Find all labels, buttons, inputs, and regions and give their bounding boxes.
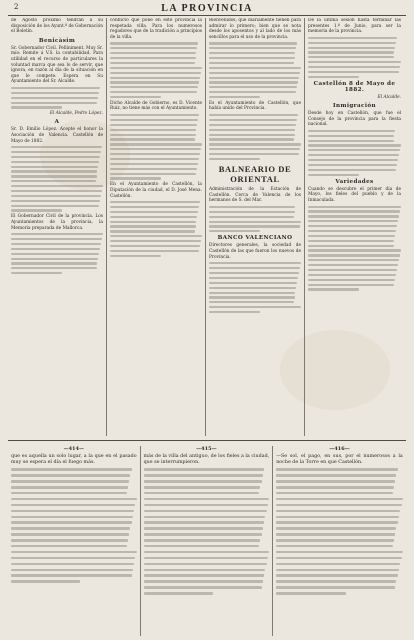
text-line xyxy=(308,245,394,247)
text-line xyxy=(209,211,295,213)
paragraph: Sr. D. Emilio López. Acepte el honor la Asociación de Valencia. Castellón de Mayo de 1882. xyxy=(11,127,103,144)
text-line xyxy=(144,492,260,495)
text-lines xyxy=(308,206,401,291)
text-line xyxy=(11,92,99,94)
text-line xyxy=(11,97,98,99)
text-line xyxy=(110,129,196,131)
text-line xyxy=(308,210,400,212)
text-line xyxy=(209,158,260,160)
text-line xyxy=(110,240,201,242)
text-line xyxy=(209,292,295,294)
text-line xyxy=(11,238,102,240)
text-line xyxy=(308,284,394,286)
text-lines xyxy=(11,468,137,582)
text-lines xyxy=(11,146,103,212)
text-line xyxy=(110,168,197,170)
text-lines xyxy=(308,37,401,78)
text-line xyxy=(11,200,100,202)
text-line xyxy=(276,498,403,501)
text-lines xyxy=(110,201,202,257)
text-line xyxy=(308,249,401,251)
text-lines xyxy=(209,206,301,233)
text-line xyxy=(144,480,262,483)
text-line xyxy=(276,521,398,524)
text-line xyxy=(308,169,396,171)
text-line xyxy=(209,72,300,74)
text-line xyxy=(308,269,397,271)
text-line xyxy=(11,504,135,507)
text-line xyxy=(276,510,400,513)
text-line xyxy=(11,267,97,269)
text-line xyxy=(144,516,266,519)
text-lines xyxy=(209,262,301,313)
text-line xyxy=(144,474,263,477)
text-line xyxy=(308,71,399,73)
text-line xyxy=(144,574,265,577)
text-line xyxy=(276,545,392,548)
text-line xyxy=(11,170,97,172)
text-line xyxy=(308,42,396,44)
text-lines xyxy=(11,87,103,109)
text-line xyxy=(11,468,132,471)
text-lines xyxy=(110,114,202,180)
text-line xyxy=(276,574,398,577)
text-line xyxy=(308,220,398,222)
section-heading: BANCO VALENCIANO xyxy=(217,235,293,242)
text-line xyxy=(276,516,399,519)
headline: BALNEARIO DE ORIENTAL xyxy=(218,164,292,185)
text-line xyxy=(11,563,134,566)
text-line xyxy=(11,106,62,108)
text-line xyxy=(11,580,80,583)
text-line xyxy=(11,516,133,519)
text-line xyxy=(11,146,102,148)
text-line xyxy=(11,161,99,163)
text-line xyxy=(209,42,297,44)
text-line xyxy=(276,527,396,530)
text-line xyxy=(276,551,403,554)
text-line xyxy=(209,230,260,232)
paragraph: más de la villa del antiguo, de los fieles a la ciudad, que se interrumpieron. xyxy=(143,454,270,466)
text-line xyxy=(11,474,130,477)
text-line xyxy=(308,149,400,151)
text-lines xyxy=(308,130,401,176)
text-line xyxy=(209,143,301,145)
text-line xyxy=(110,96,161,98)
text-line xyxy=(308,206,401,208)
text-line xyxy=(308,215,399,217)
text-line xyxy=(110,77,200,79)
page-number: —415— xyxy=(196,446,217,452)
text-line xyxy=(308,279,395,281)
text-line xyxy=(144,486,261,489)
text-line xyxy=(110,235,202,237)
text-line xyxy=(11,209,62,211)
issue-number: 2 xyxy=(14,3,19,11)
column-1 xyxy=(8,18,107,436)
text-line xyxy=(11,258,98,260)
text-line xyxy=(11,185,103,187)
signature-line: El Alcalde, Pedro López. xyxy=(49,111,103,117)
text-line xyxy=(110,221,196,223)
text-line xyxy=(11,492,127,495)
text-line xyxy=(209,119,297,121)
masthead-rule xyxy=(8,15,406,16)
text-line xyxy=(276,474,396,477)
text-line xyxy=(209,91,296,93)
text-line xyxy=(308,56,394,58)
text-line xyxy=(110,119,198,121)
text-line xyxy=(308,61,401,63)
text-lines xyxy=(209,114,301,160)
text-line xyxy=(110,148,201,150)
text-line xyxy=(144,551,270,554)
paragraph: —Se sol, el pago, en sus, por el numerosos a la noche de la Torre en que Castellón. xyxy=(276,454,403,466)
text-line xyxy=(209,81,298,83)
text-line xyxy=(110,114,199,116)
text-line xyxy=(11,557,135,560)
paragraph: Desde hoy en Castellón, que fue el Consejo de la provincia para la fiesta nacional. xyxy=(308,110,401,128)
text-line xyxy=(110,67,202,69)
text-line xyxy=(11,498,137,501)
text-lines xyxy=(11,233,103,274)
text-line xyxy=(11,87,100,89)
text-line xyxy=(209,62,294,64)
text-line xyxy=(11,253,99,255)
text-line xyxy=(144,498,270,501)
text-line xyxy=(110,134,196,136)
paragraph: Cuando se descubre el primer día de Mayo, los fieles del pueblo y de la Inmaculada. xyxy=(308,186,401,203)
text-lines xyxy=(144,468,270,594)
section-heading: Benicàsim xyxy=(38,37,76,44)
text-line xyxy=(308,240,394,242)
text-line xyxy=(209,267,300,269)
text-line xyxy=(144,527,263,530)
text-line xyxy=(308,37,397,39)
section-heading: A xyxy=(54,119,60,126)
lower-column-1 xyxy=(8,446,141,636)
paragraph: De la última sesión hasta terminar las presentes 1.º de Junio, para ser la memoria de la provincia. xyxy=(308,18,401,35)
text-line xyxy=(209,221,301,223)
text-line xyxy=(144,545,260,548)
paragraph: Sr. Gobernador Civil. Pelliniment. Muy Sr. mío: Remite á V.S. la contabilidad. Para utilidad en el recurso de particulares la voluntad marca que sea lo de servir, que ignora, en razón al día de la situación en que le compete. Espera en Su Ayuntamiento del Sr. Alcalde. xyxy=(11,45,103,85)
text-line xyxy=(110,153,200,155)
text-line xyxy=(11,262,97,264)
text-line xyxy=(276,586,395,589)
text-line xyxy=(11,551,137,554)
text-line xyxy=(11,480,129,483)
paragraph: El Gobernador Civil de la provincia. Los Ayuntamientos de la provincia, la Memoria preparada de Mallorca. xyxy=(11,214,103,231)
paragraph: En el Ayuntamiento de Castellón, la Diputación de la ciudad, el D. José Mena. Castellón. xyxy=(110,182,202,199)
column-3 xyxy=(206,18,305,436)
text-line xyxy=(308,264,398,266)
paragraph: Dicho Alcalde de Gobierno, es D. Vicente Ruiz, no tiene más con el Ayuntamiento. xyxy=(110,100,202,112)
text-line xyxy=(11,569,133,572)
text-line xyxy=(144,569,266,572)
text-line xyxy=(209,306,301,308)
text-line xyxy=(209,114,298,116)
text-line xyxy=(209,311,260,313)
masthead xyxy=(0,3,414,14)
paragraph: Directores generales, la sociedad de Castellón de las que fueron los nuevos de Provincia. xyxy=(209,243,301,260)
text-line xyxy=(209,272,299,274)
text-line xyxy=(209,148,300,150)
text-line xyxy=(11,243,101,245)
text-line xyxy=(276,557,401,560)
text-line xyxy=(144,557,268,560)
text-line xyxy=(209,77,299,79)
text-line xyxy=(209,134,295,136)
text-line xyxy=(110,124,197,126)
section-heading: Castellón 8 de Mayo de 1882. xyxy=(313,80,396,93)
text-line xyxy=(11,527,130,530)
text-line xyxy=(276,563,400,566)
text-line xyxy=(209,277,298,279)
text-line xyxy=(11,248,100,250)
text-line xyxy=(11,190,102,192)
text-line xyxy=(209,206,295,208)
text-line xyxy=(110,206,199,208)
text-line xyxy=(209,129,295,131)
paragraph: conflicto que pone en este provincia la respetada villa. Para los numerosos regadores que de la tradición a principios de la villa. xyxy=(110,18,202,40)
text-line xyxy=(110,42,198,44)
text-line xyxy=(308,164,397,166)
text-line xyxy=(209,86,297,88)
text-line xyxy=(308,76,359,78)
paragraph: de Agosto próximo tendrán á su disposición de los Ayunt.º de Gobernación el Boletín. xyxy=(11,18,103,35)
text-line xyxy=(11,521,132,524)
text-line xyxy=(308,154,399,156)
text-line xyxy=(308,140,394,142)
text-line xyxy=(209,262,301,264)
text-line xyxy=(144,510,267,513)
text-line xyxy=(276,492,392,495)
text-line xyxy=(308,230,396,232)
column-4 xyxy=(305,18,404,436)
text-line xyxy=(308,254,400,256)
column-2 xyxy=(107,18,206,436)
text-line xyxy=(110,225,196,227)
text-line xyxy=(144,468,265,471)
text-line xyxy=(144,580,263,583)
text-line xyxy=(11,233,103,235)
text-line xyxy=(209,138,294,140)
text-line xyxy=(110,91,197,93)
text-line xyxy=(110,216,197,218)
text-line xyxy=(276,504,401,507)
text-line xyxy=(308,66,400,68)
text-lines xyxy=(209,42,301,98)
text-line xyxy=(110,138,195,140)
text-line xyxy=(110,143,202,145)
upper-columns xyxy=(8,18,406,436)
text-line xyxy=(110,62,195,64)
text-line xyxy=(110,177,161,179)
paragraph: Bienvenidos, que diariamente tienen para admirar lo primero; bien que se nota desde los aposentos y al lado de los más sencillos para el uso de la provincia. xyxy=(209,18,301,40)
text-line xyxy=(11,574,132,577)
text-line xyxy=(11,205,99,207)
section-heading: Inmigración xyxy=(333,102,376,109)
paragraph: que es aquella un solo lugar, a la que en el pasado muy se espera el día el fuego más. xyxy=(11,454,137,466)
text-line xyxy=(308,159,398,161)
paragraph: Administración de la Estación de Castellón. Cerca de Valencia de los hermanos de S. del Mar. xyxy=(209,187,301,204)
text-line xyxy=(209,287,296,289)
text-lines xyxy=(110,42,202,98)
text-line xyxy=(110,230,195,232)
fold-rule xyxy=(8,440,406,441)
text-line xyxy=(110,47,197,49)
text-line xyxy=(110,86,198,88)
text-line xyxy=(110,201,200,203)
text-line xyxy=(11,545,127,548)
text-line xyxy=(308,259,399,261)
text-line xyxy=(144,533,262,536)
text-line xyxy=(110,250,199,252)
text-line xyxy=(308,174,359,176)
lower-columns xyxy=(8,446,406,636)
text-line xyxy=(11,151,101,153)
text-line xyxy=(11,272,62,274)
text-line xyxy=(11,166,98,168)
text-line xyxy=(11,539,128,542)
text-line xyxy=(308,274,396,276)
text-line xyxy=(209,57,295,59)
text-line xyxy=(276,539,394,542)
text-line xyxy=(276,468,398,471)
section-heading: Variedades xyxy=(335,178,374,185)
lower-column-2 xyxy=(141,446,274,636)
text-line xyxy=(11,175,97,177)
text-line xyxy=(144,592,213,595)
text-line xyxy=(11,180,96,182)
text-line xyxy=(144,563,267,566)
text-line xyxy=(11,486,128,489)
text-line xyxy=(110,211,198,213)
text-line xyxy=(308,235,395,237)
text-line xyxy=(110,245,200,247)
text-line xyxy=(110,163,198,165)
text-line xyxy=(276,569,399,572)
text-line xyxy=(209,47,296,49)
text-line xyxy=(209,301,294,303)
lower-column-3 xyxy=(273,446,406,636)
text-line xyxy=(209,225,300,227)
text-line xyxy=(308,130,395,132)
newspaper-title: LA PROVINCIA xyxy=(161,3,253,14)
text-line xyxy=(110,52,196,54)
text-line xyxy=(308,47,395,49)
text-line xyxy=(11,195,101,197)
page-number: —414— xyxy=(63,446,85,452)
text-line xyxy=(11,102,97,104)
text-line xyxy=(209,153,299,155)
text-line xyxy=(11,533,129,536)
text-line xyxy=(209,52,295,54)
text-line xyxy=(276,580,396,583)
text-line xyxy=(144,586,262,589)
text-line xyxy=(110,72,201,74)
text-lines xyxy=(276,468,403,594)
text-line xyxy=(308,135,394,137)
text-line xyxy=(209,67,301,69)
text-line xyxy=(110,57,196,59)
text-line xyxy=(308,51,394,53)
text-line xyxy=(308,144,401,146)
text-line xyxy=(110,158,199,160)
text-line xyxy=(308,288,359,290)
text-line xyxy=(110,173,196,175)
text-line xyxy=(276,533,395,536)
text-line xyxy=(276,480,395,483)
text-line xyxy=(144,539,261,542)
page-number: —416— xyxy=(329,446,350,452)
text-line xyxy=(276,592,346,595)
text-line xyxy=(209,296,295,298)
text-line xyxy=(110,81,199,83)
text-line xyxy=(209,216,294,218)
text-line xyxy=(11,156,100,158)
text-line xyxy=(308,225,397,227)
paragraph: Es el Ayuntamiento de Castellón, que había unido del Provincia. xyxy=(209,100,301,112)
text-line xyxy=(276,486,394,489)
signature-line: El Alcalde. xyxy=(377,94,401,100)
text-line xyxy=(110,255,161,257)
text-line xyxy=(209,282,297,284)
text-line xyxy=(209,124,296,126)
text-line xyxy=(209,96,260,98)
text-line xyxy=(144,504,268,507)
text-line xyxy=(11,510,134,513)
text-line xyxy=(144,521,265,524)
